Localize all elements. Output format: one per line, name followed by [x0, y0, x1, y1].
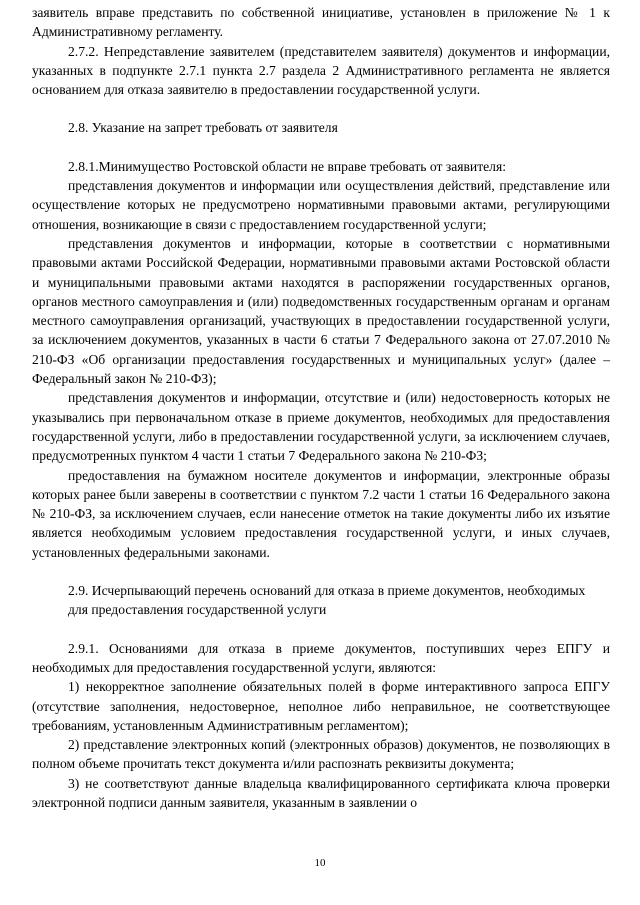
- paragraph-2-8-item-3: представления документов и информации, отсутствие и (или) недостоверность которых не указывались при первоначальном отказе в приеме документов, необходимых для предоставления государственной услуги, либо в предоставлении государственной услуги, за исключением случаев, предусмотренных пунктом 4 части 1 статьи 7 Федерального закона № 210-ФЗ;: [32, 390, 610, 464]
- paragraph-2-8-item-4: предоставления на бумажном носителе документов и информации, электронные образы которых ранее были заверены в соответствии с пунктом 7.2 части 1 статьи 16 Федерального закона № 210-ФЗ, за исключением случаев, если нанесение отметок на такие документы либо их изъятие является необходимым условием предоставления государственной услуги, и иных случаев, установленных федеральными законами.: [32, 467, 610, 560]
- section-heading-2-9-line-2: для предоставления государственной услуги: [68, 602, 327, 618]
- page-number: 10: [314, 857, 326, 869]
- paragraph-2-8-1: 2.8.1.Минимущество Ростовской области не вправе требовать от заявителя:: [68, 158, 506, 174]
- paragraph-2-9-item-2: 2) представление электронных копий (электронных образов) документов, не позволяющих в полном объеме прочитать текст документа и/или распознать реквизиты документа;: [32, 737, 610, 772]
- section-heading-2-8: 2.8. Указание на запрет требовать от заявителя: [68, 120, 338, 136]
- paragraph-2-8-item-2: представления документов и информации, которые в соответствии с нормативными правовыми актами Российской Федерации, нормативными правовыми актами Ростовской области и муниципальными правовыми актами находятся в распоряжении государственных органов, органов местного самоуправления и (или) подведомственных государственным органам и органам местного самоуправления организаций, участвующих в предоставлении государственной услуги, за исключением документов, указанных в части 6 статьи 7 Федерального закона от 27.07.2010 № 210-ФЗ «Об организации предоставления государственных и муниципальных услуг» (далее – Федеральный закон № 210-ФЗ);: [32, 235, 610, 387]
- paragraph-2-8-item-1: представления документов и информации или осуществления действий, представление или осуществление которых не предусмотрено нормативными правовыми актами, регулирующими отношения, возникающие в связи с предоставлением государственной услуги;: [32, 178, 610, 232]
- paragraph-continuation: заявитель вправе представить по собственной инициативе, установлен в приложение № 1 к Административному регламенту.: [32, 5, 610, 40]
- paragraph-2-7-2: 2.7.2. Непредставление заявителем (представителем заявителя) документов и информации, указанных в подпункте 2.7.1 пункта 2.7 раздела 2 Административного регламента не является основанием для отказа заявителю в предоставлении государственной услуги.: [32, 43, 610, 98]
- paragraph-2-9-item-1: 1) некорректное заполнение обязательных полей в форме интерактивного запроса ЕПГУ (отсутствие заполнения, недостоверное, неполное либо неправильное, не соответствующее требованиям, установленным Административным регламентом);: [32, 679, 610, 733]
- section-heading-2-9-line-1: 2.9. Исчерпывающий перечень оснований для отказа в приеме документов, необходимых: [68, 583, 586, 599]
- document-body: [32, 3, 610, 812]
- paragraph-2-9-item-3: 3) не соответствуют данные владельца квалифицированного сертификата ключа проверки электронной подписи данным заявителя, указанным в заявлении о: [32, 775, 610, 810]
- paragraph-2-9-1: 2.9.1. Основаниями для отказа в приеме документов, поступивших через ЕПГУ и необходимых для предоставления государственной услуги, являются:: [32, 640, 610, 675]
